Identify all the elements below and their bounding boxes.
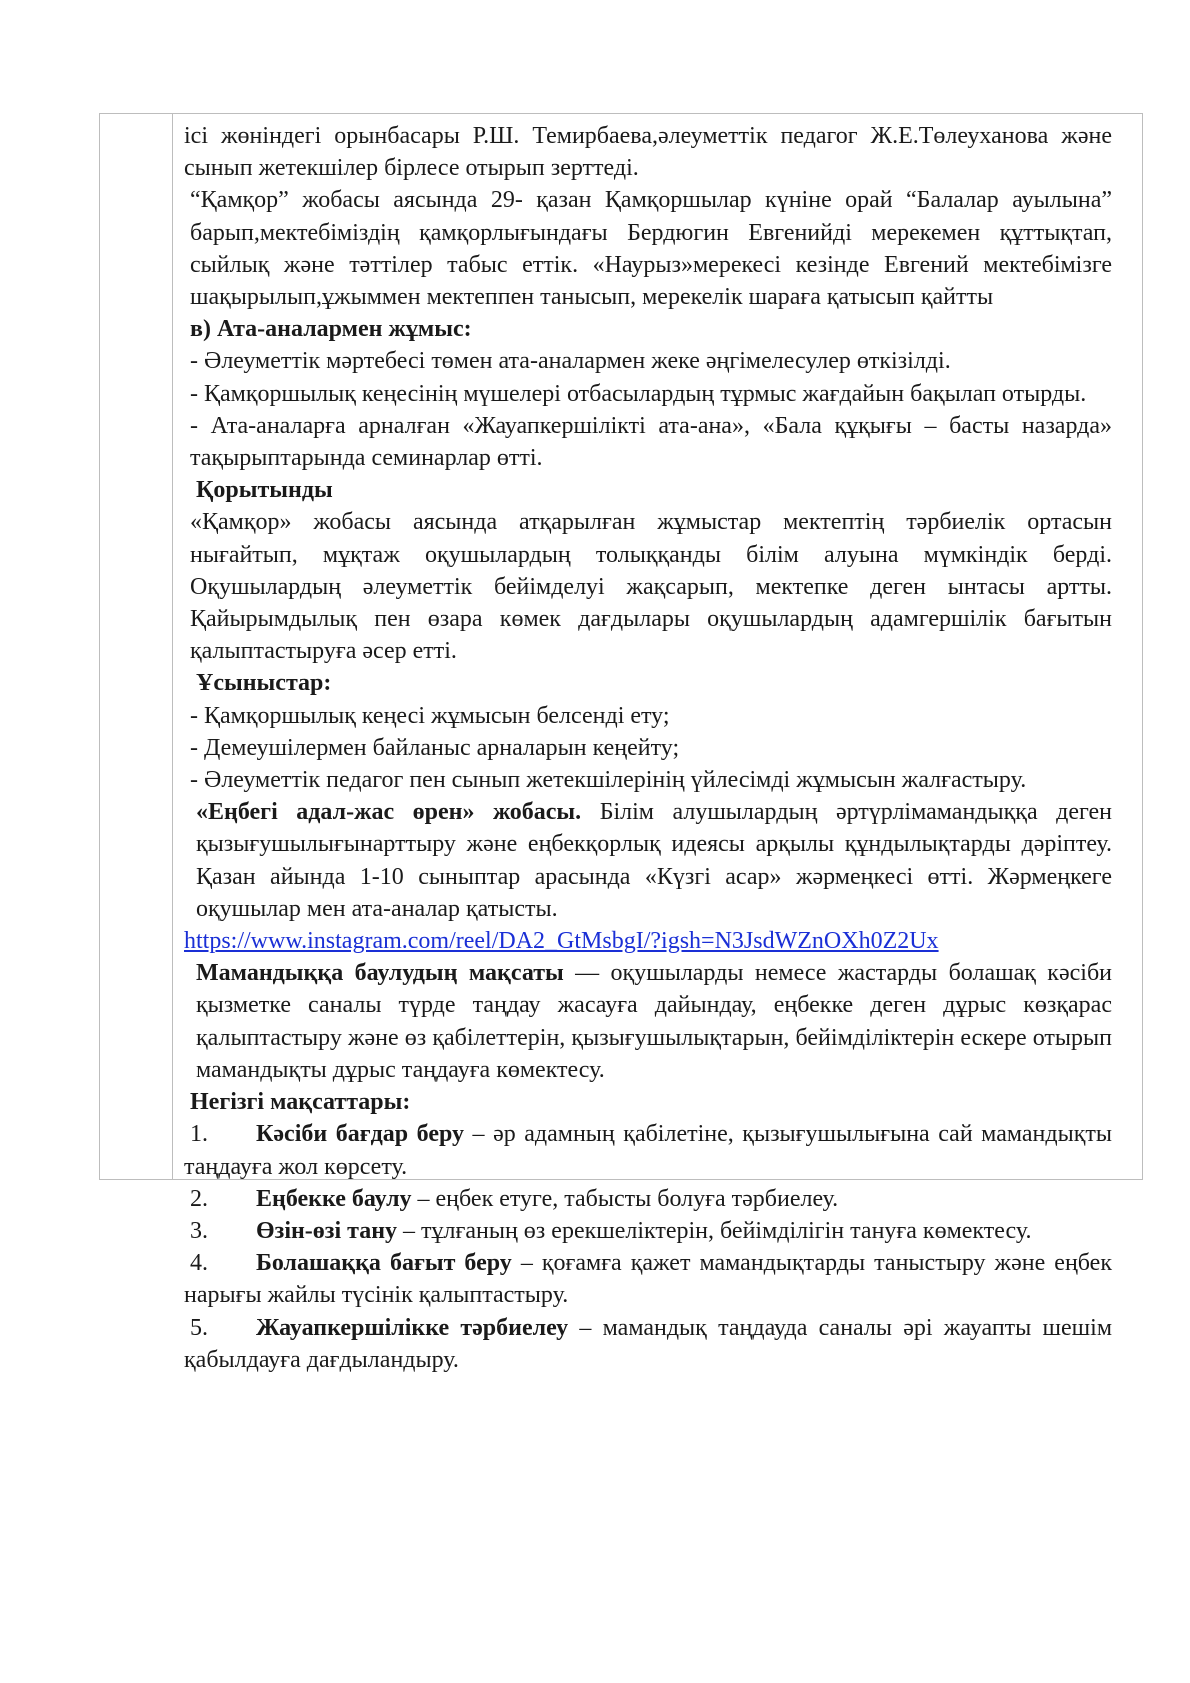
project-title: «Еңбегі адал-жас өрен» жобасы.	[196, 799, 582, 826]
table-left-column	[100, 114, 173, 1179]
parents-heading: в) Ата-аналармен жұмыс:	[190, 316, 472, 343]
kamkor-paragraph: “Қамқор” жобасы аясында 29- қазан Қамқоршылар күніне орай “Балалар ауылына” барып,мектебіміздің қамқорлығындағы Бердюгин Евгенийді мерекемен құттықтап, сыйлық және тәттілер табыс еттік. «Наурыз»мерекесі кезінде Евгений мектебімізге шақырылып,ұжыммен мектеппен танысып, мерекелік шараға қатысып қайтты	[190, 187, 1112, 311]
suggestion-item-2: - Демеушілермен байланыс арналарын кеңейту;	[190, 734, 680, 761]
goal-item-3: 3. Өзін-өзі тану – тұлғаның өз ерекшеліктерін, бейімділігін тануға көмектесу.	[190, 1217, 1032, 1244]
career-title: Мамандыққа баулудың мақсаты	[196, 960, 564, 987]
project-paragraph	[184, 796, 1112, 925]
goals-heading: Негізгі мақсаттары:	[190, 1089, 411, 1116]
goal-item-2: 2. Еңбекке баулу – еңбек етуге, табысты болуға тәрбиелеу.	[190, 1185, 839, 1212]
career-paragraph	[184, 957, 1112, 1086]
goal-item-4: 4. Болашаққа бағыт беру – қоғамға қажет мамандықтарды таныстыру және еңбек нарығы жайлы түсінік қалыптастыру.	[184, 1250, 1112, 1309]
goal-item-5: 5. Жауапкершілікке тәрбиелеу – мамандық таңдауда саналы әрі жауапты шешім қабылдауға дағдыландыру.	[184, 1314, 1113, 1373]
conclusion-heading: Қорытынды	[196, 477, 333, 504]
project-text: Білім алушылардың әртүрлімамандыққа деген қызығушылығынарттыру және еңбекқорлық идеясы арқылы құндылықтарды дәріптеу. Қазан айында 1-10 сыныптар арасында «Күзгі асар» жәрмеңкесі өтті. Жәрмеңкеге оқушылар мен ата-аналар қатысты.	[196, 799, 1112, 922]
instagram-link[interactable]: https://www.instagram.com/reel/DA2_GtMsbgI/?igsh=N3JsdWZnOXh0Z2Ux	[184, 928, 939, 955]
document-table	[99, 113, 1143, 1373]
suggestions-heading: Ұсыныстар:	[196, 670, 332, 697]
conclusion-paragraph: «Қамқор» жобасы аясында атқарылған жұмыстар мектептің тәрбиелік ортасын нығайтып, мұқтаж оқушылардың толыққанды білім алуына мүмкіндік берді. Оқушылардың әлеуметтік бейімделуі жақсарып, мектепке деген ынтасы артты. Қайырымдылық пен өзара көмек дағдылары оқушылардың адамгершілік бағытын қалыптастыруға әсер етті.	[190, 509, 1112, 665]
parents-item-3: - Ата-аналарға арналған «Жауапкершілікті ата-ана», «Бала құқығы – басты назарда» тақырыптарында семинарлар өтті.	[190, 412, 1112, 472]
parents-item-1: - Әлеуметтік мәртебесі төмен ата-аналармен жеке әңгімелесулер өткізілді.	[190, 348, 951, 375]
suggestion-item-3: - Әлеуметтік педагог пен сынып жетекшілерінің үйлесімді жұмысын жалғастыру.	[190, 767, 1027, 794]
table-content-cell	[173, 114, 1142, 1373]
parents-item-2: - Қамқоршылық кеңесінің мүшелері отбасылардың тұрмыс жағдайын бақылап отырды.	[190, 380, 1087, 407]
intro-paragraph: ісі жөніндегі орынбасары Р.Ш. Темирбаева,әлеуметтік педагог Ж.Е.Төлеуханова және сынып жетекшілер бірлесе отырып зерттеді.	[184, 123, 1112, 182]
career-text: — оқушыларды немесе жастарды болашақ кәсіби қызметке саналы түрде таңдау жасауға дайындау, еңбекке деген дұрыс көзқарас қалыптастыру және өз қабілеттерін, қызығушылықтарын, бейімділіктерін ескере отырып мамандықты дұрыс таңдауға көмектесу.	[196, 960, 1112, 1083]
goal-item-1: 1. Кәсіби бағдар беру – әр адамның қабілетіне, қызығушылығына сай мамандықты таңдауға жол көрсету.	[184, 1121, 1112, 1180]
project-link-line	[184, 925, 1112, 957]
suggestion-item-1: - Қамқоршылық кеңесі жұмысын белсенді ету;	[190, 702, 670, 729]
